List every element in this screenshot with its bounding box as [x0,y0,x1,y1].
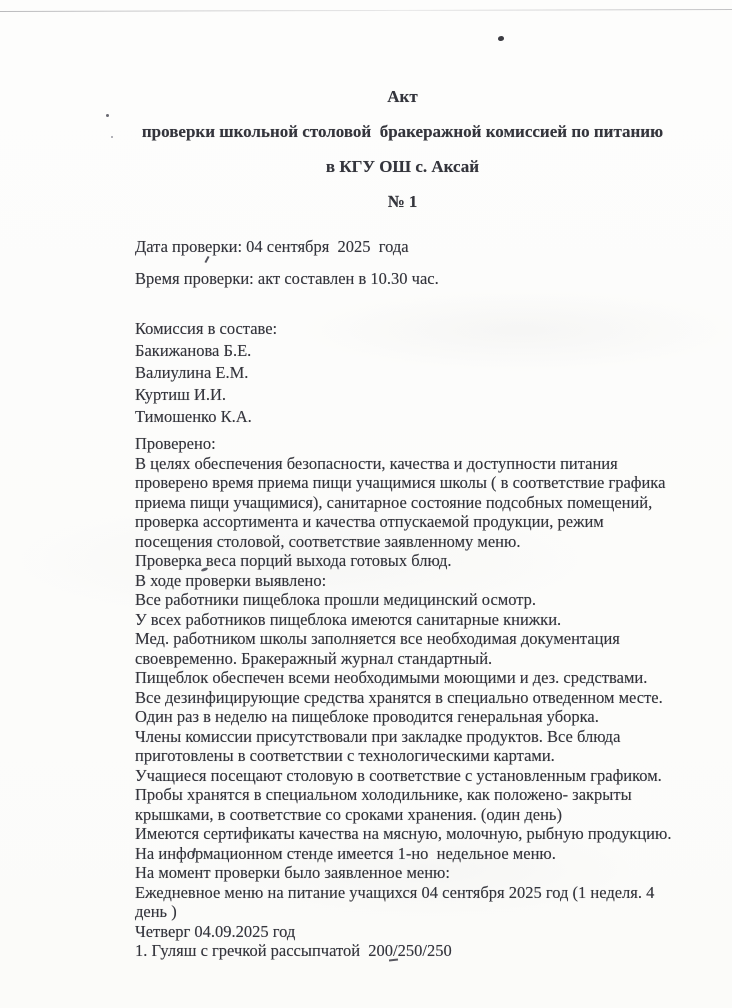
inspection-meta-line: Время проверки: акт составлен в 10.30 час. [135,269,439,288]
commission-member: Бакижанова Б.Е. [135,341,252,360]
report-body-line: крышками, в соответствие со сроками хранения. (один день) [135,804,562,824]
report-body-line: Проверено: [135,434,216,453]
commission-member: Валиулина Е.М. [135,363,249,382]
inspection-meta-line: Дата проверки: 04 сентября 2025 года [135,237,409,256]
report-body-line: Имеются сертификаты качества на мясную, молочную, рыбную продукцию. [135,824,672,843]
inspection-meta-block [135,231,439,295]
commission-section [135,318,277,428]
report-body-line: приема пищи учащимися), санитарное состояние подсобных помещений, [135,492,653,512]
report-body-line: приготовлены в соответствии с технологическими картами. [135,746,555,765]
report-body-line: Четверг 04.09.2025 год [135,921,296,941]
report-body-line: Мед. работником школы заполняется все необходимая документация [135,629,620,648]
document-title-line: проверки школьной столовой бракеражной комиссией по питанию [141,122,664,141]
commission-member: Куртиш И.И. [135,385,226,404]
commission-heading: Комиссия в составе: [135,319,278,338]
report-body-line: Ежедневное меню на питание учащихся 04 сентября 2025 год (1 неделя. 4 [135,882,655,902]
report-body-line: Проверка веса порций выхода готовых блюд. [135,551,452,570]
document-title-block [135,79,670,219]
report-body-line: На информационном стенде имеется 1-но недельное меню. [135,843,556,863]
report-body-line: Члены комиссии присутствовали при закладке продуктов. Все блюда [135,726,621,746]
report-body-line: проверено время приема пищи учащимися школы ( в соответствие графика [135,473,666,492]
document-title-line: Акт [387,87,418,106]
report-body-line: Пищеблок обеспечен всеми необходимыми моющими и дез. средствами. [135,668,648,687]
document-title-line: в КГУ ОШ с. Аксай [325,157,480,176]
report-body-line: В целях обеспечения безопасности, качества и доступности питания [135,453,618,473]
report-body-line: своевременно. Бракеражный журнал стандартный. [135,648,493,668]
report-body [135,434,715,961]
commission-members-list [135,340,277,428]
report-body-line: посещения столовой, соответствие заявленному меню. [135,531,521,551]
report-body-line: У всех работников пищеблока имеются санитарные книжки. [135,609,562,629]
scan-artifact-dot [498,36,504,41]
scan-edge-line [0,9,732,12]
report-body-line: Все работники пищеблока прошли медицинский осмотр. [135,590,537,609]
report-body-line: Пробы хранятся в специальном холодильнике, как положено- закрыты [135,785,632,804]
scan-artifact-speck [111,136,113,138]
document-title-line: № 1 [387,192,418,211]
report-body-line: На момент проверки было заявленное меню: [135,863,450,882]
commission-member: Тимошенко К.А. [135,407,252,426]
report-body-line: В ходе проверки выявлено: [135,570,327,590]
report-body-line: Один раз в неделю на пищеблоке проводится генеральная уборка. [135,707,599,726]
report-body-line: день ) [135,902,177,921]
scan-artifact-speck [106,114,109,117]
report-body-line: Все дезинфицирующие средства хранятся в специально отведенном месте. [135,687,663,707]
report-body-line: 1. Гуляш с гречкой рассыпчатой 200/250/250 [135,941,452,960]
report-body-line: проверка ассортимента и качества отпускаемой продукции, режим [135,512,604,531]
report-body-line: Учащиеся посещают столовую в соответствие с установленным графиком. [135,765,662,785]
